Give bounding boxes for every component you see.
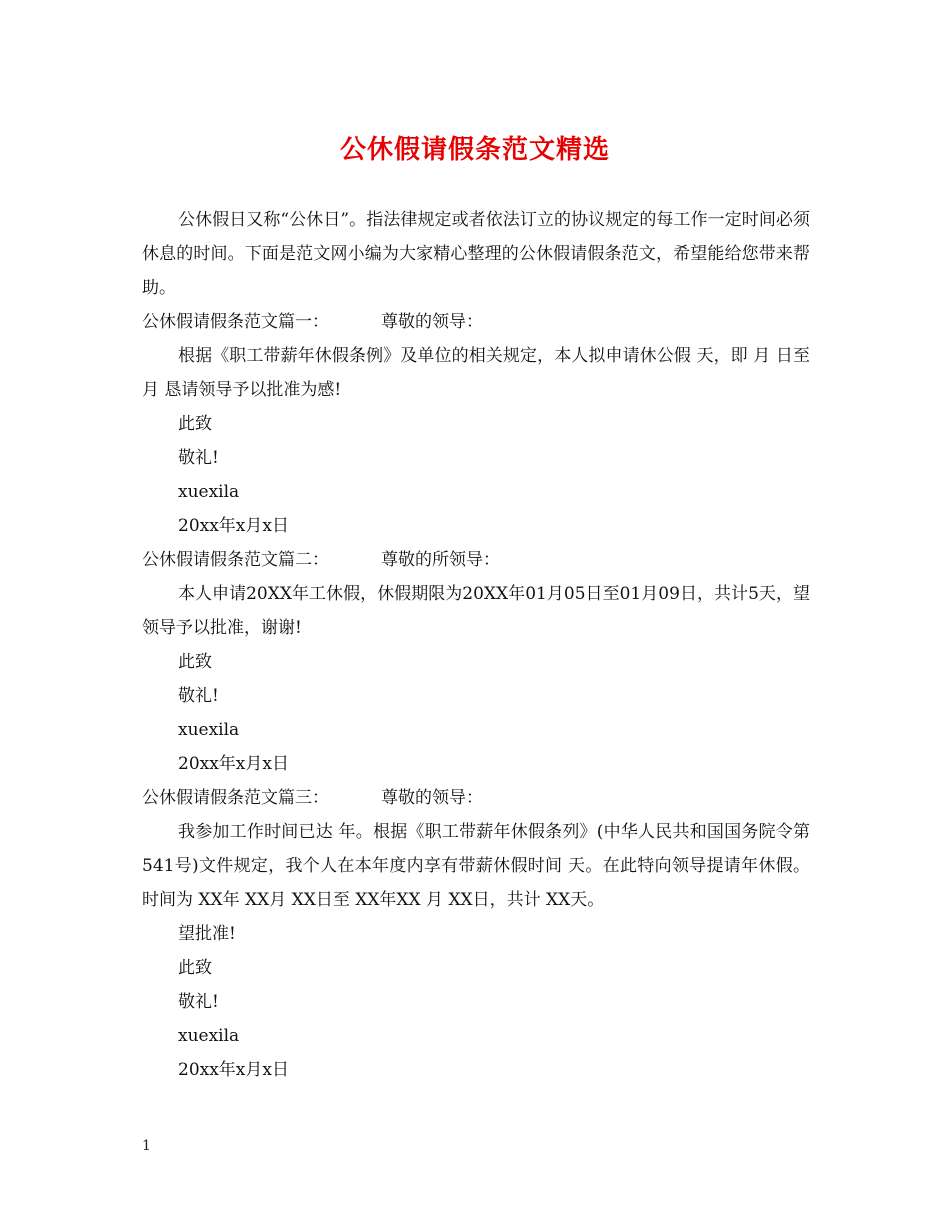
section-greeting: 尊敬的领导：	[381, 788, 483, 808]
salute-line: 敬礼!	[178, 448, 219, 468]
closing-line: 此致	[178, 414, 212, 434]
section-heading	[142, 543, 810, 577]
section-heading	[142, 305, 810, 339]
section-greeting: 尊敬的领导：	[381, 312, 483, 332]
request-line: 望批准!	[178, 924, 236, 944]
section-title: 公休假请假条范文篇二：	[142, 550, 329, 570]
date-line: 20xx年x月x日	[178, 1060, 289, 1080]
salute-line: 敬礼!	[178, 686, 219, 706]
section-greeting: 尊敬的所领导：	[381, 550, 500, 570]
section-body: 我参加工作时间已达 年。根据《职工带薪年休假条列》(中华人民共和国国务院令第541号)文件规定，我个人在本年度内享有带薪休假时间 天。在此特向领导提请年休假。时间为 XX年 XX月 XX日至 XX年XX 月 XX日，共计 XX天。	[142, 822, 810, 910]
date-line: 20xx年x月x日	[178, 754, 289, 774]
section-title: 公休假请假条范文篇一：	[142, 312, 329, 332]
section-title: 公休假请假条范文篇三：	[142, 788, 329, 808]
page-number: 1	[142, 1138, 151, 1154]
closing-line: 此致	[178, 958, 212, 978]
document-body	[142, 203, 810, 1087]
intro-paragraph: 公休假日又称“公休日”。指法律规定或者依法订立的协议规定的每工作一定时间必须休息的时间。下面是范文网小编为大家精心整理的公休假请假条范文，希望能给您带来帮助。	[142, 210, 810, 298]
signature-line: xuexila	[178, 720, 240, 740]
date-line: 20xx年x月x日	[178, 516, 289, 536]
section-body: 根据《职工带薪年休假条例》及单位的相关规定，本人拟申请休公假 天，即 月 日至 月 恳请领导予以批准为感!	[142, 346, 810, 400]
document-title: 公休假请假条范文精选	[339, 135, 610, 165]
closing-line: 此致	[178, 652, 212, 672]
signature-line: xuexila	[178, 1026, 240, 1046]
salute-line: 敬礼!	[178, 992, 219, 1012]
section-heading	[142, 781, 810, 815]
signature-line: xuexila	[178, 482, 240, 502]
section-body: 本人申请20XX年工休假，休假期限为20XX年01月05日至01月09日，共计5天，望领导予以批准，谢谢!	[142, 584, 810, 638]
